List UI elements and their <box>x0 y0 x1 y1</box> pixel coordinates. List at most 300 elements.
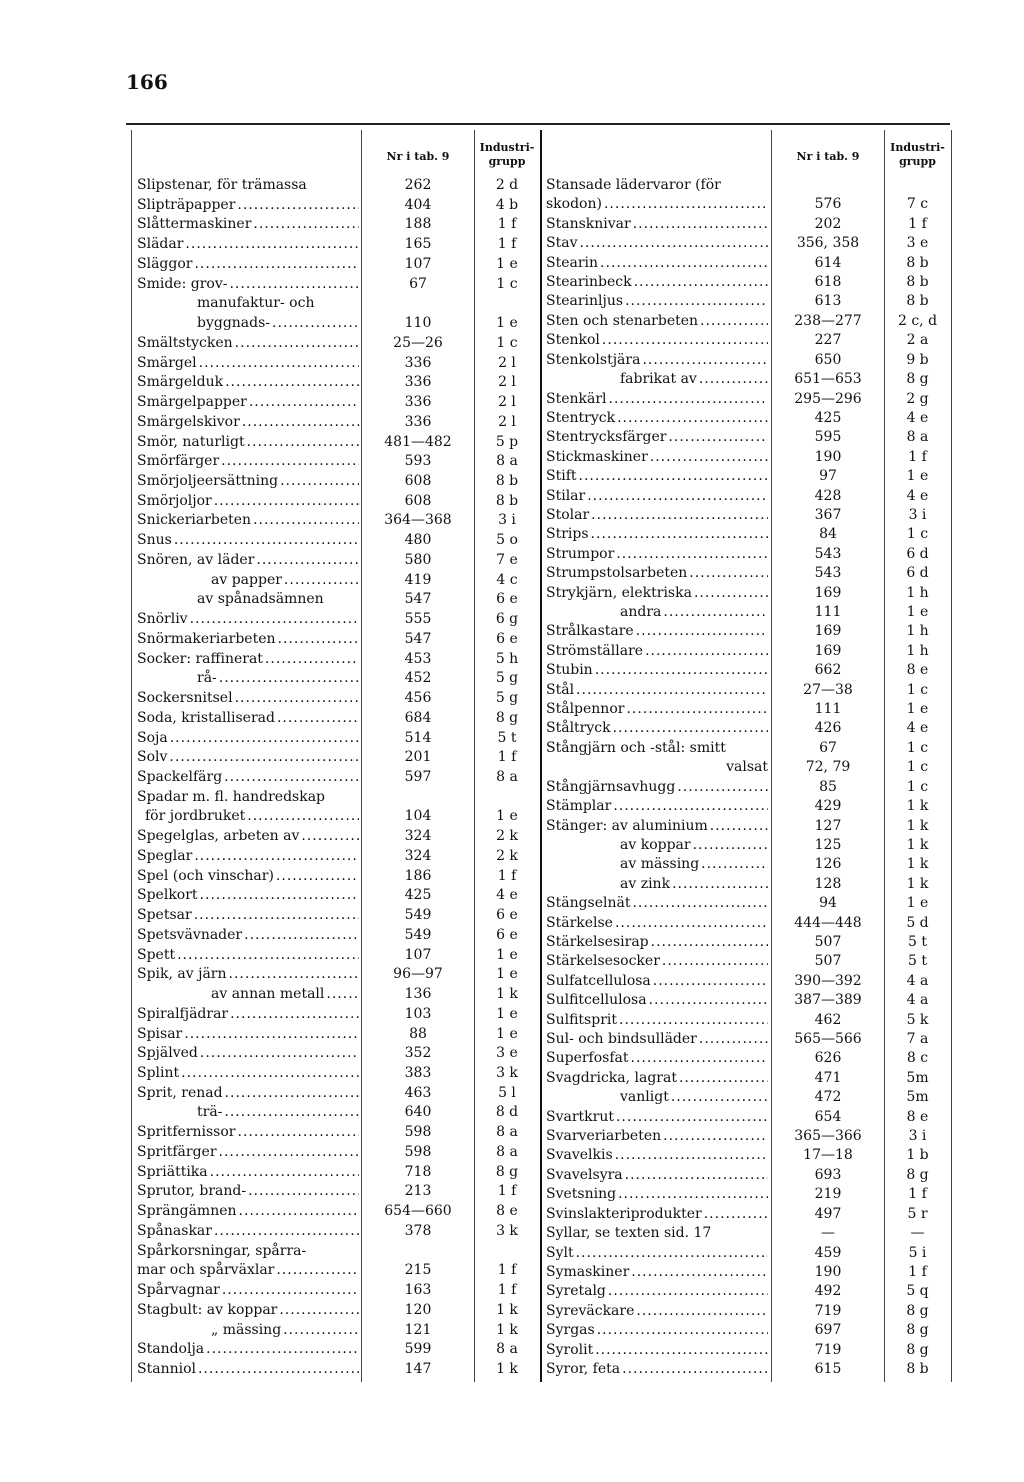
industry-group: 8 a <box>496 1341 518 1358</box>
industry-group: 4 c <box>496 571 518 588</box>
index-term-text: Syretalg <box>546 1283 606 1300</box>
industry-group: 4 e <box>906 487 929 504</box>
index-term <box>546 1360 768 1379</box>
industry-group: 1 k <box>496 1361 518 1377</box>
dot-leader <box>579 467 768 486</box>
industry-group: 3 i <box>498 512 516 529</box>
index-term-text: Snören, av läder <box>137 551 255 568</box>
index-row <box>546 390 951 409</box>
index-term <box>546 681 768 700</box>
index-row <box>546 642 951 661</box>
table-number: 107 <box>404 255 432 272</box>
dot-leader <box>616 1108 768 1127</box>
dot-leader <box>279 1301 359 1320</box>
dot-leader <box>225 373 359 392</box>
dot-leader <box>645 642 768 661</box>
table-number: 565—566 <box>794 1031 862 1048</box>
industry-group: 9 b <box>906 351 929 368</box>
dot-leader <box>200 1044 359 1063</box>
index-row <box>546 700 951 719</box>
index-term-text: Släggor <box>137 255 193 272</box>
industry-group: 2 l <box>498 413 516 430</box>
index-term-text: Strumpor <box>546 545 615 562</box>
industry-group: 4 a <box>906 992 929 1009</box>
industry-group: 7 a <box>906 1031 929 1048</box>
index-term <box>546 215 768 234</box>
index-term-text: Svetsning <box>546 1186 617 1203</box>
index-row <box>546 894 951 913</box>
industry-group: 1 e <box>906 604 929 621</box>
index-term <box>546 914 768 933</box>
table-number: 549 <box>404 926 432 943</box>
index-term-text: Spriättika <box>137 1163 208 1180</box>
index-term-text: Sylt <box>546 1244 574 1261</box>
index-term <box>546 817 768 836</box>
dot-leader <box>276 867 359 886</box>
index-term <box>137 1005 359 1024</box>
index-term-text: Smör, naturligt <box>137 433 245 450</box>
index-term <box>137 906 359 925</box>
table-number: 238—277 <box>794 312 862 329</box>
index-row <box>546 234 951 253</box>
index-term <box>546 409 768 428</box>
index-row <box>546 914 951 933</box>
index-row <box>137 1261 540 1280</box>
industry-group: 3 e <box>906 235 929 252</box>
dot-leader <box>576 1244 768 1263</box>
index-term <box>137 452 359 471</box>
table-number: — <box>821 1225 835 1242</box>
index-term <box>546 1088 768 1107</box>
index-row <box>137 630 540 649</box>
index-row <box>546 797 951 816</box>
dot-leader <box>616 545 768 564</box>
table-number: 126 <box>814 856 842 873</box>
industry-group: 1 c <box>906 526 929 543</box>
index-row <box>137 709 540 728</box>
index-term-text: Splint <box>137 1065 180 1081</box>
index-term-text: Stansade lädervaror (för <box>546 177 721 193</box>
index-row <box>137 847 540 866</box>
index-term-text: andra <box>620 604 662 621</box>
index-row <box>137 650 540 669</box>
industry-group: 8 g <box>906 371 929 388</box>
index-term <box>546 778 768 797</box>
dot-leader <box>181 1064 359 1083</box>
index-term <box>546 1069 768 1088</box>
dot-leader <box>206 1340 359 1359</box>
index-term-text: Stolar <box>546 506 590 523</box>
dot-leader <box>224 1103 359 1122</box>
index-row <box>137 946 540 965</box>
industry-group: 1 c <box>906 759 929 776</box>
industry-group: 5 g <box>495 670 519 687</box>
dot-leader <box>248 1182 359 1201</box>
index-row <box>546 254 951 273</box>
table-number: 608 <box>404 492 432 509</box>
index-term-text: Svarveriarbeten <box>546 1128 662 1145</box>
table-number: 654—660 <box>384 1203 452 1220</box>
table-number: 110 <box>404 315 432 332</box>
dot-leader <box>710 817 768 836</box>
index-row <box>546 428 951 447</box>
index-term <box>137 1123 359 1142</box>
index-row <box>546 1224 951 1243</box>
index-row <box>546 351 951 370</box>
dot-leader <box>214 1222 359 1241</box>
index-term <box>546 312 768 331</box>
industry-group: 3 e <box>496 1045 518 1062</box>
index-row <box>137 610 540 629</box>
index-term-text: Stentrycksfärger <box>546 429 667 446</box>
table-number: 684 <box>404 709 432 726</box>
index-term-text: Stenkol <box>546 332 600 349</box>
dot-leader <box>608 1282 768 1301</box>
index-term <box>546 564 768 583</box>
index-row <box>137 1025 540 1044</box>
dot-leader <box>256 551 359 570</box>
table-number: 425 <box>814 409 842 426</box>
table-number: 128 <box>814 875 842 892</box>
index-term <box>546 1263 768 1282</box>
index-row <box>546 758 951 777</box>
index-term <box>546 351 768 370</box>
index-term <box>137 807 359 826</box>
table-number: 481—482 <box>384 433 452 450</box>
index-row <box>137 472 540 491</box>
index-term <box>137 1321 359 1340</box>
industry-group: 1 e <box>496 1005 518 1022</box>
dot-leader <box>219 669 359 688</box>
table-number: 463 <box>404 1084 432 1101</box>
dot-leader <box>677 778 768 797</box>
table-number: 453 <box>404 650 432 667</box>
index-term <box>137 1064 359 1083</box>
index-term-text: av zink <box>620 875 671 892</box>
industry-group: 1 e <box>496 966 518 983</box>
industry-group: 1 e <box>906 701 929 718</box>
index-row <box>137 255 540 274</box>
index-row <box>546 1360 951 1379</box>
index-row <box>137 729 540 748</box>
index-term <box>546 642 768 661</box>
index-term <box>546 700 768 719</box>
index-term <box>137 1103 359 1122</box>
index-term-text: Ståltryck <box>546 720 611 737</box>
index-row <box>137 1044 540 1063</box>
index-term <box>137 511 359 530</box>
dot-leader <box>579 234 768 253</box>
index-term <box>546 894 768 913</box>
index-term <box>137 176 359 195</box>
dot-leader <box>631 1049 769 1068</box>
table-number: 598 <box>404 1143 432 1160</box>
index-term-text: Svavelsyra <box>546 1166 623 1183</box>
index-term <box>546 506 768 525</box>
top-rule <box>126 123 950 125</box>
industry-group: — <box>910 1225 925 1242</box>
industry-group: 1 f <box>908 448 927 465</box>
industry-group: 2 g <box>906 390 929 407</box>
index-term <box>546 603 768 622</box>
table-number: 547 <box>404 630 432 647</box>
index-term <box>137 729 359 748</box>
table-number: 593 <box>404 453 432 470</box>
index-term-text: Stål <box>546 681 575 698</box>
dot-leader <box>249 393 359 412</box>
table-number: 324 <box>404 828 432 845</box>
index-term-text: Sul- och bindsulläder <box>546 1031 697 1048</box>
table-number: 121 <box>404 1321 432 1338</box>
index-row <box>546 370 951 389</box>
dot-leader <box>699 1030 768 1049</box>
table-number: 352 <box>404 1045 432 1062</box>
dot-leader <box>701 855 768 874</box>
industry-group: 1 b <box>906 1147 929 1164</box>
table-number: 88 <box>409 1025 427 1042</box>
industry-group: 2 a <box>906 332 929 349</box>
index-row <box>137 531 540 550</box>
index-term <box>137 610 359 629</box>
index-row <box>546 312 951 331</box>
index-term-text: skodon) <box>546 196 602 213</box>
index-row <box>546 739 951 758</box>
industry-group: 8 a <box>496 453 518 470</box>
index-term-text: Spånaskar <box>137 1222 212 1239</box>
index-term <box>546 428 768 447</box>
industry-group: 1 e <box>496 315 518 332</box>
industry-group: 1 f <box>908 1263 927 1280</box>
table-number: 654 <box>814 1108 842 1125</box>
industry-group: 6 e <box>496 630 518 647</box>
table-number: 598 <box>404 1124 432 1141</box>
dot-leader <box>301 827 359 846</box>
index-term <box>137 531 359 550</box>
index-term <box>137 886 359 905</box>
industry-group: 8 g <box>906 1322 929 1339</box>
industry-group: 7 e <box>496 551 518 568</box>
index-term <box>137 393 359 412</box>
index-term <box>546 875 768 894</box>
industry-group: 1 f <box>497 1282 517 1299</box>
table-number: 507 <box>814 933 842 950</box>
index-row <box>546 991 951 1010</box>
index-term-text: mar och spårväxlar <box>137 1262 275 1279</box>
index-term <box>546 933 768 952</box>
index-term-text: Sten och stenarbeten <box>546 312 699 329</box>
industry-group: 1 f <box>497 1262 517 1279</box>
industry-group: 5 q <box>906 1283 929 1300</box>
dot-leader <box>253 511 359 530</box>
industry-group: 4 a <box>906 972 929 989</box>
table-number: 429 <box>814 798 842 815</box>
index-term <box>137 748 359 767</box>
index-term-text: Snus <box>137 532 172 549</box>
industry-group: 3 i <box>908 506 927 523</box>
index-term <box>546 797 768 816</box>
dot-leader <box>595 661 768 680</box>
table-number: 428 <box>814 487 842 504</box>
index-term-text: Stilar <box>546 487 586 504</box>
industry-group: 1 k <box>496 986 518 1003</box>
index-term-text: Stärkelsesirap <box>546 933 649 950</box>
index-row <box>137 1163 540 1182</box>
index-term-text: Solv <box>137 749 168 766</box>
table-number: 136 <box>404 986 432 1003</box>
table-number: 107 <box>404 946 432 963</box>
industry-group: 5m <box>906 1089 929 1106</box>
dot-leader <box>224 768 359 787</box>
index-row <box>546 292 951 311</box>
dot-leader <box>636 622 768 641</box>
index-term-text: Spritfärger <box>137 1143 217 1160</box>
index-term <box>546 1166 768 1185</box>
table-number: 452 <box>404 670 432 687</box>
index-row <box>546 1069 951 1088</box>
index-term <box>546 1282 768 1301</box>
index-row <box>137 551 540 570</box>
dot-leader <box>219 1143 359 1162</box>
table-number: 404 <box>404 196 432 213</box>
industry-group: 2 l <box>498 354 516 371</box>
index-term-text: Slipträpapper <box>137 196 236 213</box>
index-term <box>137 235 359 254</box>
industry-group: 5m <box>906 1069 929 1086</box>
dot-leader <box>625 1166 768 1185</box>
index-term <box>137 1360 359 1379</box>
industry-group: 1 e <box>496 946 518 963</box>
industry-group: 8 b <box>906 293 929 310</box>
header-grupp-right <box>884 141 951 169</box>
index-row <box>137 669 540 688</box>
dot-leader <box>632 894 768 913</box>
industry-group: 1 f <box>908 215 927 232</box>
index-row <box>546 1302 951 1321</box>
industry-group: 2 d <box>495 177 519 193</box>
dot-leader <box>284 571 359 590</box>
dot-leader <box>265 650 359 669</box>
dot-leader <box>689 564 768 583</box>
industry-group: 1 c <box>906 681 929 698</box>
index-term-text: Sulfatcellulosa <box>546 972 651 989</box>
table-number: 219 <box>814 1186 842 1203</box>
index-term-text: Sockersnitsel <box>137 690 233 707</box>
index-term <box>137 946 359 965</box>
index-row <box>546 195 951 214</box>
index-row <box>546 603 951 622</box>
industry-group: 1 k <box>906 817 929 834</box>
dot-leader <box>651 933 768 952</box>
table-number: 84 <box>819 526 837 543</box>
industry-group: 1 h <box>906 623 929 640</box>
table-number: 390—392 <box>794 972 862 989</box>
dot-leader <box>653 972 768 991</box>
index-row <box>546 1030 951 1049</box>
index-term-text: Stav <box>546 235 578 252</box>
index-term-text: Stenkolstjära <box>546 351 641 368</box>
dot-leader <box>169 748 359 767</box>
index-term <box>546 584 768 603</box>
index-term-text: byggnads- <box>197 315 271 332</box>
industry-group: 1 f <box>497 216 517 233</box>
index-row <box>546 1263 951 1282</box>
dot-leader <box>194 906 359 925</box>
industry-group: 1 e <box>906 468 929 485</box>
index-term <box>546 254 768 273</box>
dot-leader <box>631 1263 768 1282</box>
industry-group: 8 e <box>496 1203 518 1220</box>
index-term <box>137 709 359 728</box>
dot-leader <box>210 1163 359 1182</box>
table-number: 96—97 <box>393 966 443 983</box>
index-term <box>546 1341 768 1360</box>
index-row <box>546 933 951 952</box>
industry-group: 8 g <box>495 1163 519 1180</box>
table-number: 190 <box>814 448 842 465</box>
index-row <box>546 1321 951 1340</box>
industry-group: 8 d <box>495 1104 519 1121</box>
table-number: 190 <box>814 1263 842 1280</box>
index-term-text: av koppar <box>620 836 691 853</box>
index-term-text: Smide: grov- <box>137 275 228 292</box>
index-term <box>137 1281 359 1300</box>
dot-leader <box>600 254 768 273</box>
table-number: 111 <box>814 604 842 621</box>
table-number: 425 <box>404 887 432 904</box>
index-row <box>546 1205 951 1224</box>
index-row <box>546 331 951 350</box>
index-term <box>137 334 359 353</box>
table-number: 615 <box>814 1361 842 1377</box>
index-term <box>546 855 768 874</box>
index-term-text: Stentryck <box>546 409 616 426</box>
index-row <box>137 1103 540 1122</box>
index-term <box>137 965 359 984</box>
table-number: 364—368 <box>384 512 452 529</box>
index-term-text: av spånadsämnen <box>197 591 324 608</box>
index-row <box>137 1222 540 1241</box>
index-row <box>137 985 540 1004</box>
industry-group: 6 e <box>496 926 518 943</box>
index-term-text: trä- <box>197 1104 223 1121</box>
index-term <box>137 689 359 708</box>
index-term-text: Stearin <box>546 254 599 271</box>
table-number: 120 <box>404 1301 432 1318</box>
index-row <box>137 215 540 234</box>
table-number: 426 <box>814 720 842 737</box>
dot-leader <box>617 409 768 428</box>
dot-leader <box>170 729 359 748</box>
index-term-text: Sprit, renad <box>137 1084 223 1101</box>
dot-leader <box>239 1202 359 1221</box>
industry-group: 1 h <box>906 584 929 601</box>
index-term <box>546 292 768 311</box>
index-row <box>546 1341 951 1360</box>
index-term-text: Syrgas <box>546 1322 595 1339</box>
table-number: 67 <box>819 739 837 756</box>
industry-group: 6 e <box>496 907 518 924</box>
index-term-text: Spik, av järn <box>137 966 227 983</box>
table-number: 202 <box>814 215 842 232</box>
table-number: 387—389 <box>794 992 862 1009</box>
index-row <box>546 545 951 564</box>
table-number: 104 <box>404 808 432 825</box>
dot-leader <box>272 314 359 333</box>
industry-group: 8 g <box>906 1302 929 1319</box>
index-term-text: Stärkelsesocker <box>546 953 660 970</box>
index-term <box>546 739 768 758</box>
index-row <box>137 1301 540 1320</box>
